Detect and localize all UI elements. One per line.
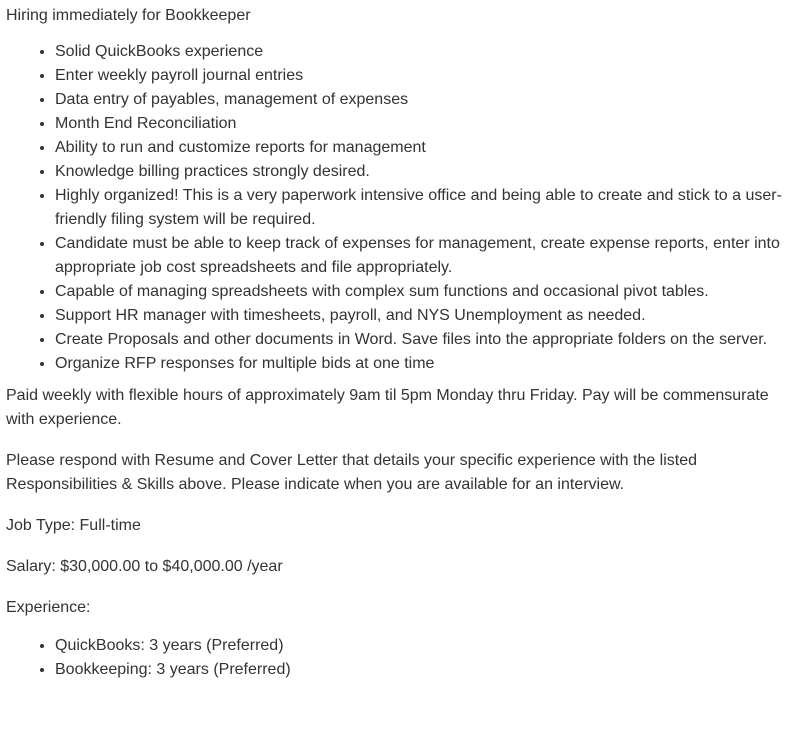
list-item: • Bookkeeping: 3 years (Preferred) xyxy=(55,658,788,682)
posting-intro: Hiring immediately for Bookkeeper xyxy=(6,7,251,24)
list-item: • Organize RFP responses for multiple bids at one time xyxy=(55,352,788,376)
list-item: • Ability to run and customize reports for management xyxy=(55,136,788,160)
list-item: • Data entry of payables, management of expenses xyxy=(55,88,788,112)
experience-label: Experience: xyxy=(6,599,91,616)
job-type: Job Type: Full-time xyxy=(6,517,141,534)
list-item: • Enter weekly payroll journal entries xyxy=(55,64,788,88)
list-item: • Support HR manager with timesheets, payroll, and NYS Unemployment as needed. xyxy=(55,304,788,328)
list-item: • Capable of managing spreadsheets with complex sum functions and occasional pivot tables. xyxy=(55,280,788,304)
respond-paragraph: Please respond with Resume and Cover Letter that details your specific experience with the listed Responsibilities & Skills above. Please indicate when you are available for an interview. xyxy=(6,452,698,493)
list-item: • Create Proposals and other documents in Word. Save files into the appropriate folders on the server. xyxy=(55,328,788,352)
list-item: • QuickBooks: 3 years (Preferred) xyxy=(55,634,788,658)
pay-paragraph: Paid weekly with flexible hours of approximately 9am til 5pm Monday thru Friday. Pay will be commensurate with experience. xyxy=(6,387,769,428)
list-item: • Solid QuickBooks experience xyxy=(55,40,788,64)
responsibilities-list xyxy=(6,40,788,376)
list-item: • Month End Reconciliation xyxy=(55,112,788,136)
list-item: • Highly organized! This is a very paperwork intensive office and being able to create and stick to a user-friendly filing system will be required. xyxy=(55,184,788,232)
list-item: • Knowledge billing practices strongly desired. xyxy=(55,160,788,184)
experience-list xyxy=(6,634,788,682)
salary: Salary: $30,000.00 to $40,000.00 /year xyxy=(6,558,283,575)
list-item: • Candidate must be able to keep track of expenses for management, create expense reports, enter into appropriate job cost spreadsheets and file appropriately. xyxy=(55,232,788,280)
